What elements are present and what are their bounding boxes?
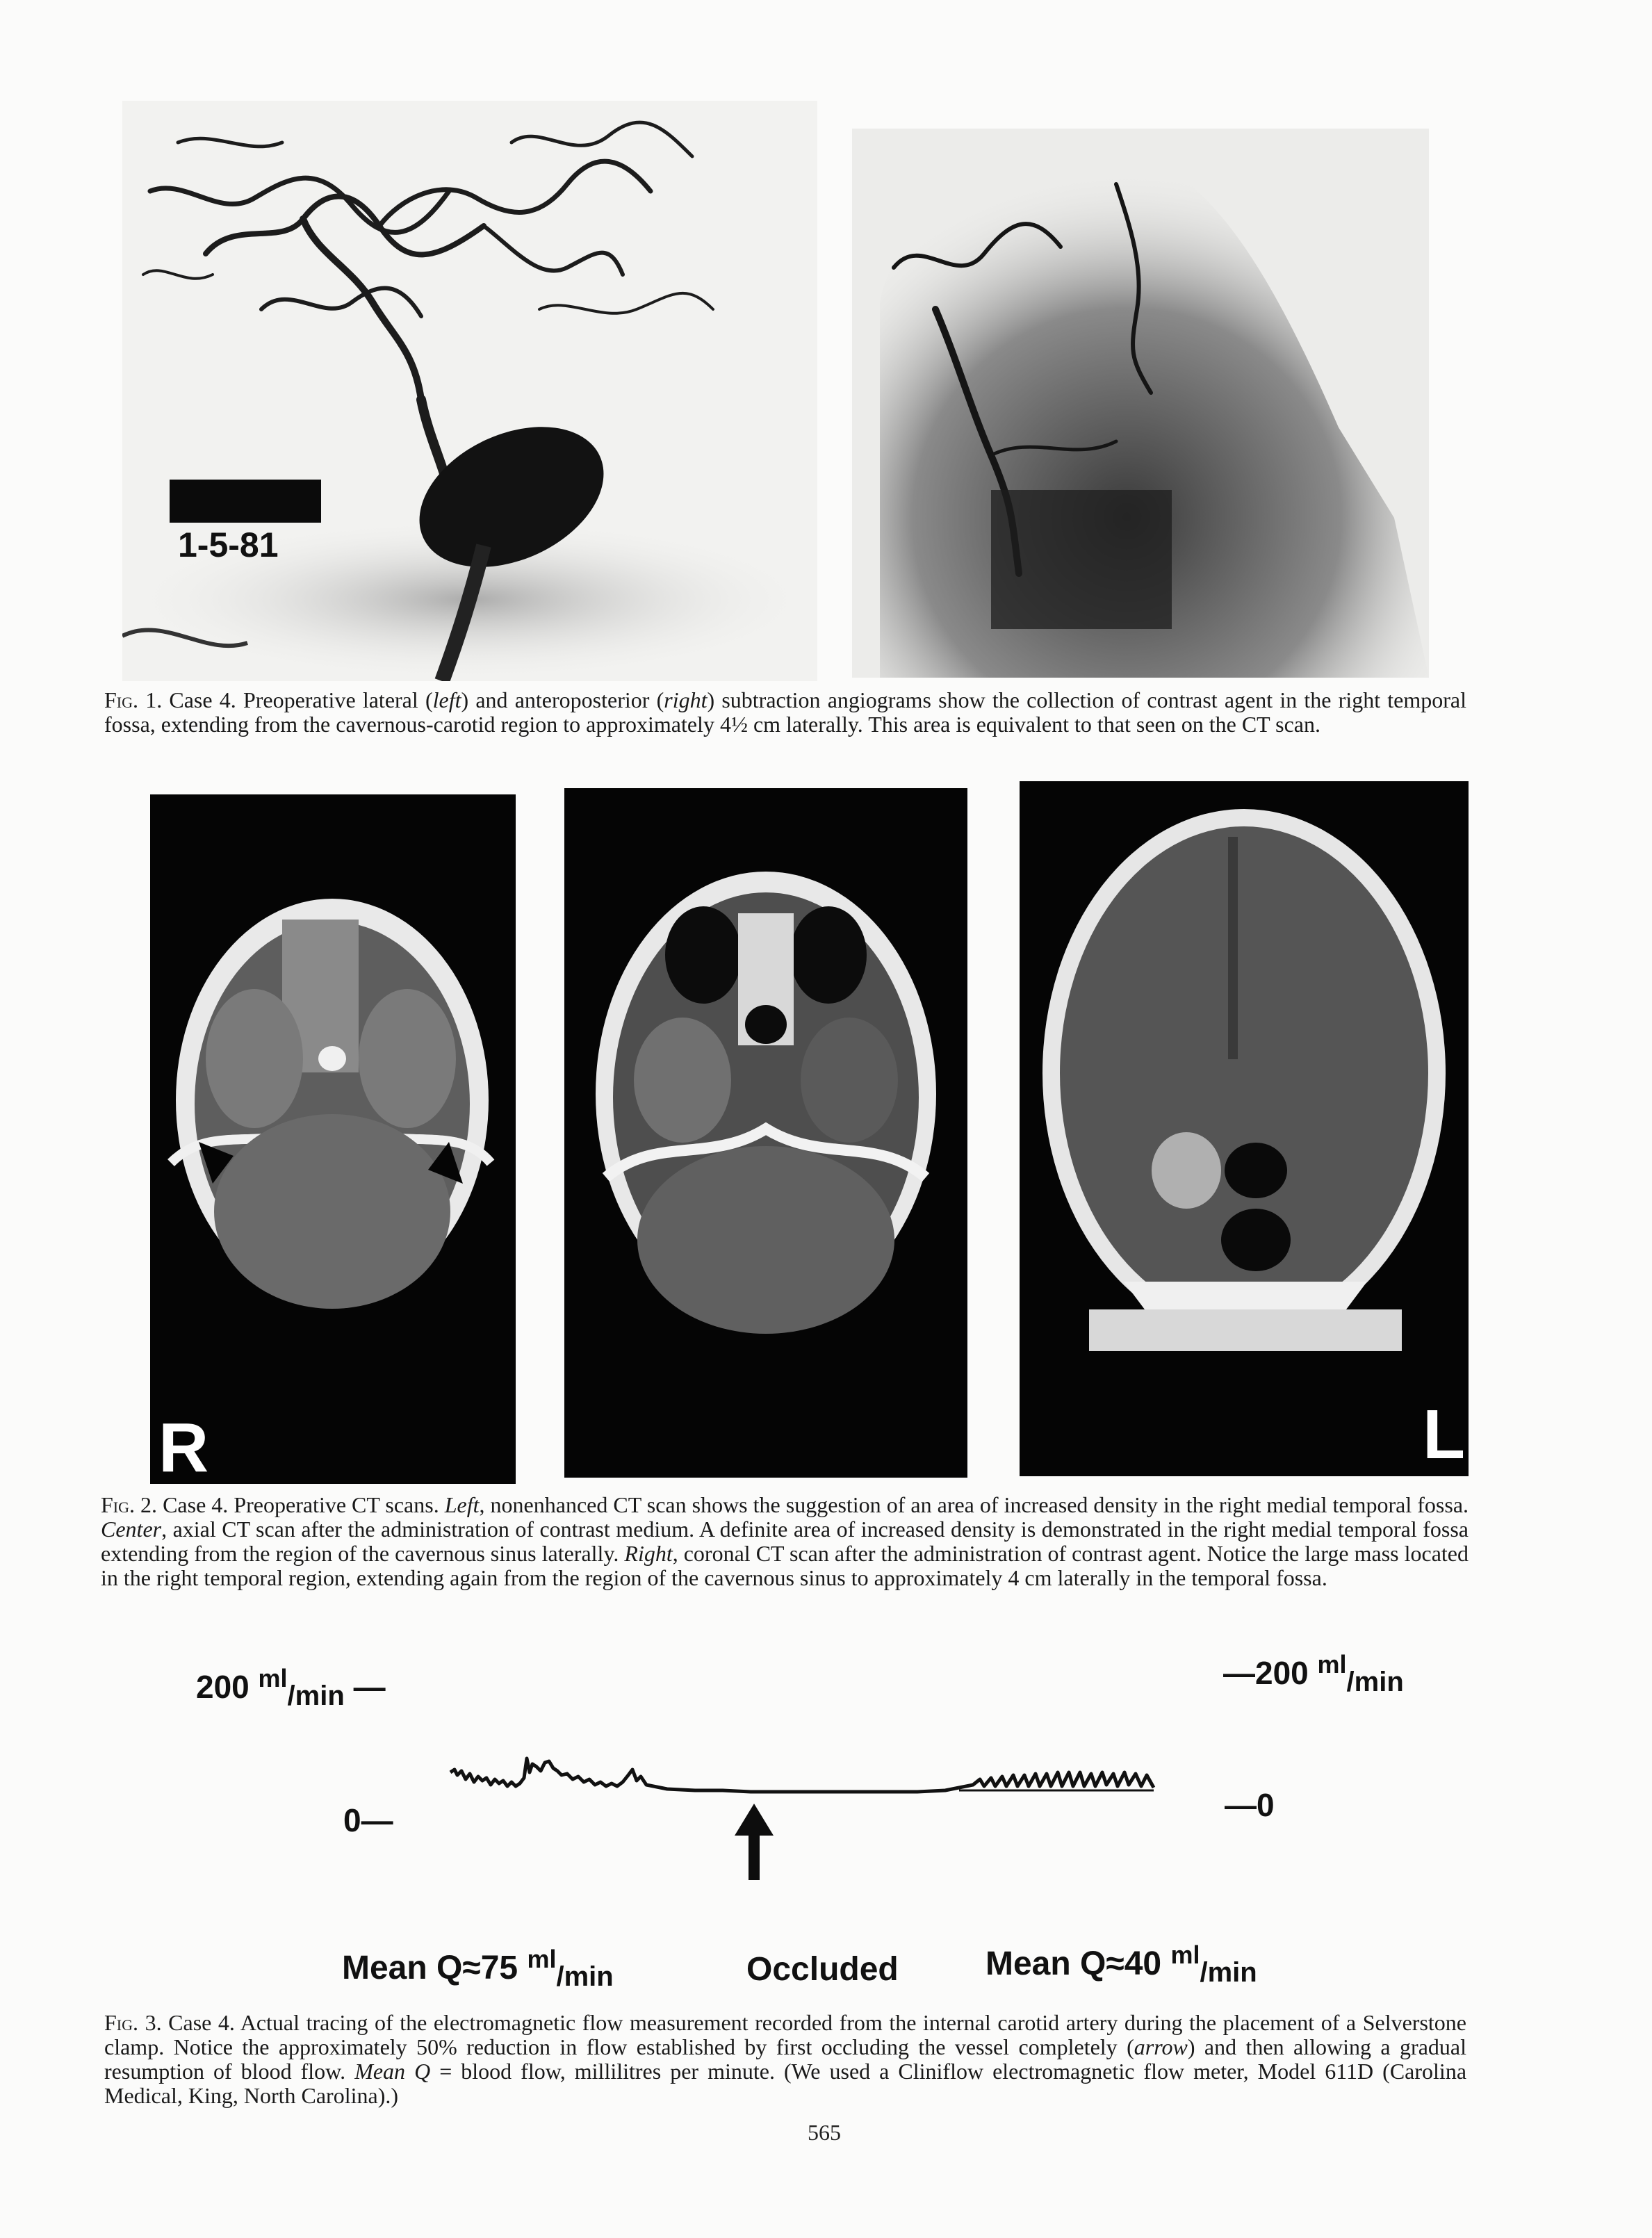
scale-left-zero [343, 1802, 393, 1839]
scale-left-zero-value: 0 [343, 1802, 361, 1838]
scale-left-zero-tick: — [361, 1802, 393, 1838]
scale-right-zero-tick: — [1225, 1787, 1257, 1823]
angiogram-date-label: 1-5-81 [178, 525, 279, 564]
figure2-caption [101, 1493, 1469, 1590]
figure1-caption-text: ) and anteroposterior ( [461, 687, 664, 712]
scale-right-value: 200 [1255, 1655, 1309, 1691]
ap-angiogram [852, 129, 1429, 678]
figure1-caption-right: right [664, 687, 708, 712]
ct-scan-right-image [1020, 781, 1469, 1476]
ap-angiogram-vessels [852, 129, 1429, 678]
figure2-caption-center: Center [101, 1517, 162, 1542]
mean-flow-after-unit-num: ml [1170, 1941, 1200, 1969]
figure1-caption-text: ) subtraction angiograms show the collection of contrast agent in the right temporal fossa, extending from the cavernous-carotid region to approximately 4½ cm laterally. This area is equivalent to that seen on the CT scan. [104, 687, 1467, 737]
figure2-caption-text: Case 4. Preoperative CT scans. [157, 1492, 445, 1517]
scale-left-value: 200 [196, 1669, 250, 1705]
ct-scan-right [1020, 781, 1469, 1476]
scale-right-zero-value: 0 [1257, 1787, 1275, 1823]
ct-scan-center [564, 788, 967, 1478]
ct-marker-right: R [158, 1409, 209, 1484]
figure3-caption-text: = blood flow, millilitres per minute. (We used a Cliniflow electromagnetic flow meter, Model 611D (Carolina Medical, King, North Carolina).) [104, 2059, 1467, 2108]
figure1-caption-label: Fig. 1. [104, 687, 163, 712]
scale-right-unit-den: /min [1346, 1667, 1404, 1697]
mean-flow-after-text: Mean Q≈40 [986, 1945, 1162, 1982]
occlusion-arrow-icon [735, 1804, 774, 1880]
figure2-caption-left: Left [444, 1492, 480, 1517]
flow-tracing [445, 1731, 1202, 1870]
figure2-caption-text: , nonenhanced CT scan shows the suggestion of an area of increased density in the right medial temporal fossa. [479, 1492, 1469, 1517]
figure1-caption-text: Case 4. Preoperative lateral ( [162, 687, 433, 712]
ct-scan-left-image [150, 794, 516, 1484]
figure3-caption [104, 2011, 1466, 2108]
mean-flow-before-unit-den: /min [556, 1961, 614, 1992]
page-number: 565 [808, 2120, 841, 2145]
figure2-caption-right: Right [624, 1541, 673, 1566]
scale-left-unit-den: /min [287, 1681, 345, 1711]
lateral-angiogram-vessels [122, 101, 817, 681]
scale-right-tick: — [1223, 1655, 1255, 1691]
figure2-caption-text: , axial CT scan after the administration of contrast medium. A definite area of increased density is demonstrated in the right medial temporal fossa extending from the region of the cavernous sinus laterally. [101, 1517, 1469, 1566]
mean-flow-after-unit-den: /min [1200, 1957, 1257, 1988]
figure3-caption-meanq: Mean Q [354, 2059, 431, 2084]
flow-trace-line [450, 1758, 1154, 1792]
scale-right-200 [1223, 1650, 1404, 1697]
figure3-caption-label: Fig. 3. [104, 2010, 162, 2035]
figure1-caption [104, 688, 1466, 737]
mean-flow-before-text: Mean Q≈75 [342, 1950, 518, 1986]
ct-scan-left [150, 794, 516, 1484]
mean-flow-before-label [342, 1945, 614, 1992]
scale-left-tick: — [353, 1669, 386, 1705]
occluded-label: Occluded [746, 1951, 899, 1988]
figure3-caption-text: ) and then allowing a gradual resumption of blood flow. [104, 2034, 1467, 2084]
ct-marker-left: L [1423, 1396, 1466, 1473]
figure1-caption-left: left [432, 687, 461, 712]
scale-left-200 [196, 1664, 386, 1711]
figure2-caption-text: , coronal CT scan after the administration of contrast agent. Notice the large mass located in the right temporal region, extending again from the region of the cavernous sinus to approximately 4 cm laterally in the temporal fossa. [101, 1541, 1469, 1590]
scale-right-unit-num: ml [1317, 1650, 1347, 1678]
figure3-caption-text: Case 4. Actual tracing of the electromagnetic flow measurement recorded from the internal carotid artery during the placement of a Selverstone clamp. Notice the approximately 50% reduction in flow established by first occluding the vessel completely ( [104, 2010, 1466, 2059]
mean-flow-after-label [986, 1941, 1257, 1988]
ct-scan-center-image [564, 788, 967, 1478]
lateral-angiogram [122, 101, 817, 681]
scale-right-zero [1225, 1786, 1275, 1824]
figure3-caption-arrow: arrow [1134, 2034, 1188, 2059]
figure2-caption-label: Fig. 2. [101, 1492, 158, 1517]
scale-left-unit-num: ml [258, 1664, 288, 1692]
mean-flow-before-unit-num: ml [527, 1945, 557, 1973]
